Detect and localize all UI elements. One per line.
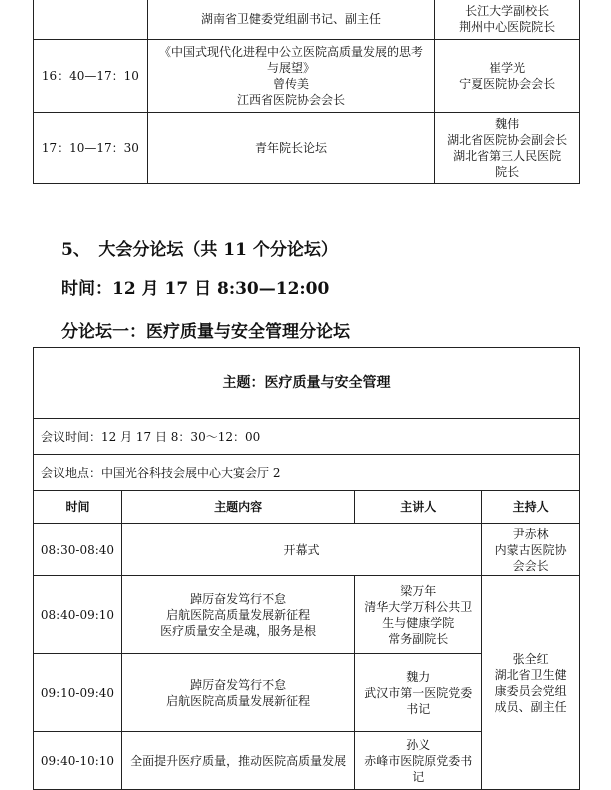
speaker-name: 魏力: [406, 669, 431, 684]
table-row: [34, 576, 580, 654]
host-title: 成员、副主任: [494, 699, 567, 714]
speaker-cell: [355, 732, 482, 790]
content-cell: 全面提升医疗质量，推动医院高质量发展: [121, 732, 355, 790]
speaker-title: 记: [412, 769, 425, 784]
speaker-name: 曾传美: [273, 77, 310, 91]
host-title: 内蒙古医院协: [494, 542, 567, 557]
section-heading: 5、 大会分论坛（共 11 个分论坛）: [61, 240, 338, 260]
time-cell: 09:40-10:10: [34, 732, 122, 790]
content-line: 启航医院高质量发展新征程: [166, 693, 311, 708]
host-title: 宁夏医院协会会长: [459, 77, 556, 91]
content-line: 医疗质量安全是魂，服务是根: [160, 623, 317, 638]
content-line: 踔厉奋发笃行不怠: [190, 677, 287, 692]
meeting-time: 会议时间：12 月 17 日 8：30～12：00: [34, 419, 580, 455]
speaker-title: 赤峰市医院原党委书: [364, 753, 473, 768]
table-row: [34, 40, 580, 113]
speaker-title: 常务副院长: [388, 631, 449, 646]
table-row: [34, 113, 580, 184]
time-cell: [34, 0, 148, 40]
host-cell: [482, 524, 580, 576]
time-cell: 08:30-08:40: [34, 524, 122, 576]
meeting-time-row: [34, 419, 580, 455]
host-name: 魏伟: [495, 117, 520, 131]
time-cell: 08:40-09:10: [34, 576, 122, 654]
table-row: [34, 0, 580, 40]
content-cell: 开幕式: [121, 524, 481, 576]
meeting-place: 会议地点：中国光谷科技会展中心大宴会厅 2: [34, 455, 580, 491]
schedule-table-top: [33, 0, 580, 184]
column-header: 主讲人: [355, 491, 482, 524]
topic-cell: [147, 40, 434, 113]
meeting-place-row: [34, 455, 580, 491]
host-title: 院长: [495, 165, 520, 179]
topic-text: 湖南省卫健委党组副书记、副主任: [201, 11, 382, 26]
column-header: 主持人: [482, 491, 580, 524]
column-header: 主题内容: [121, 491, 355, 524]
host-title: 湖北省第三人民医院: [453, 149, 562, 163]
forum-title: 分论坛一：医疗质量与安全管理分论坛: [61, 322, 350, 342]
time-cell: 09:10-09:40: [34, 654, 122, 732]
host-name: 尹赤林: [512, 526, 549, 541]
host-line: 荆州中心医院院长: [459, 19, 556, 34]
host-line: 长江大学副校长: [465, 3, 550, 18]
topic-cell: 青年院长论坛: [147, 113, 434, 184]
host-cell: [435, 0, 580, 40]
content-line: 踔厉奋发笃行不怠: [190, 591, 287, 606]
speaker-title: 书记: [406, 701, 431, 716]
host-title: 湖北省卫生健: [494, 667, 567, 682]
time-cell: 17：10—17：30: [34, 113, 148, 184]
section-time: 时间：12 月 17 日 8:30—12:00: [61, 279, 330, 299]
time-cell: 16：40—17：10: [34, 40, 148, 113]
forum-theme: 主题：医疗质量与安全管理: [34, 348, 580, 419]
column-header: 时间: [34, 491, 122, 524]
host-cell: [435, 40, 580, 113]
speaker-cell: [355, 576, 482, 654]
topic-cell: [147, 0, 434, 40]
host-title: 康委员会党组: [494, 683, 567, 698]
header-row: [34, 491, 580, 524]
content-cell: [121, 576, 355, 654]
speaker-name: 梁万年: [400, 583, 437, 598]
host-cell: [435, 113, 580, 184]
host-name: 张全红: [512, 651, 549, 666]
speaker-title: 武汉市第一医院党委: [364, 685, 473, 700]
speaker-name: 孙义: [406, 737, 431, 752]
content-cell: [121, 654, 355, 732]
speaker-title: 江西省医院协会会长: [237, 93, 346, 107]
shared-host-cell: [482, 576, 580, 790]
topic-line: 与展望》: [267, 61, 316, 75]
table-row: [34, 524, 580, 576]
content-line: 启航医院高质量发展新征程: [166, 607, 311, 622]
host-title: 湖北省医院协会副会长: [447, 133, 568, 147]
speaker-cell: [355, 654, 482, 732]
host-title: 会会长: [512, 558, 549, 573]
speaker-title: 生与健康学院: [382, 615, 455, 630]
speaker-title: 清华大学万科公共卫: [364, 599, 473, 614]
forum-schedule-table: [33, 347, 580, 790]
topic-line: 《中国式现代化进程中公立医院高质量发展的思考: [159, 45, 424, 59]
host-name: 崔学光: [489, 61, 526, 75]
theme-row: [34, 348, 580, 419]
